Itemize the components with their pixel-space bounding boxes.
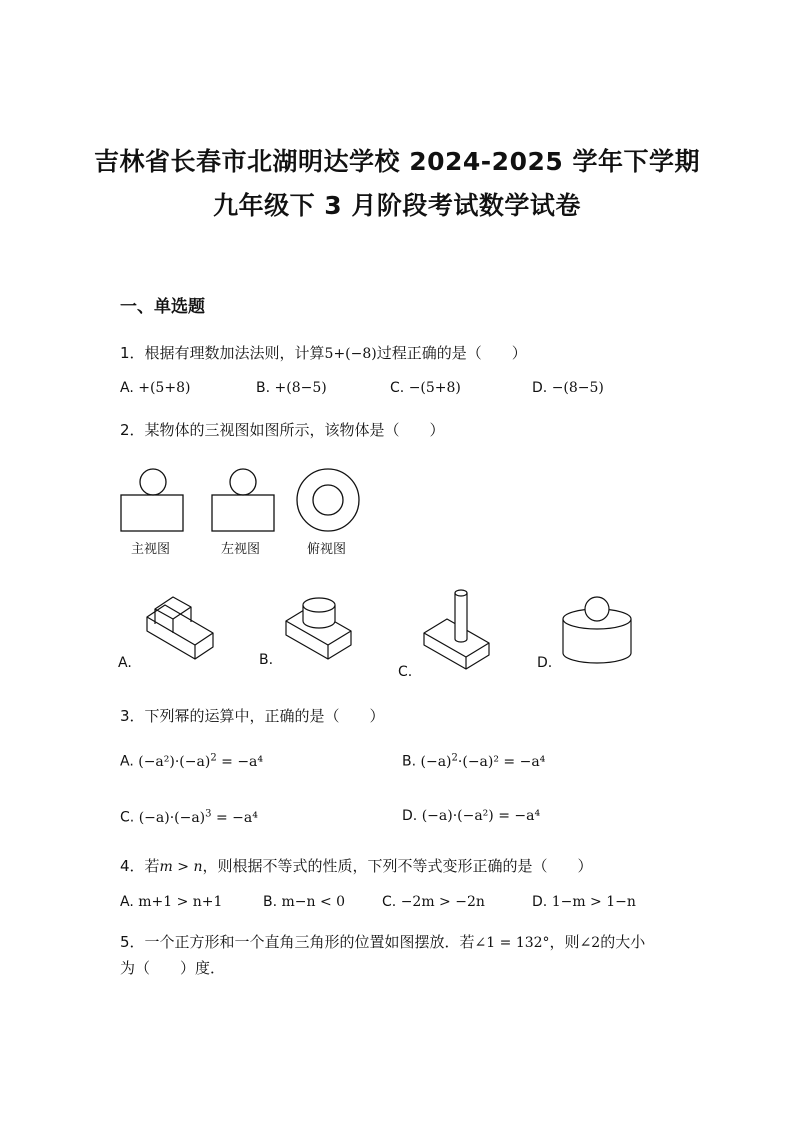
q5-angle1: ∠1 = 132° [474, 935, 550, 951]
option-label: D. [532, 894, 548, 910]
side-view-label: 左视图 [221, 542, 261, 557]
q1-text-b: 过程正确的是（ ） [376, 344, 527, 362]
option-value: 1−m > 1−n [551, 894, 636, 910]
option-value: −(8−5) [551, 380, 604, 396]
q4-text-a: 4．若 [120, 857, 160, 875]
top-view-figure [294, 467, 364, 537]
q4-option-c[interactable] [382, 894, 485, 910]
q4-text-b: ，则根据不等式的性质，下列不等式变形正确的是（ ） [202, 857, 593, 875]
q2-option-a-solid [143, 593, 223, 673]
option-label: A. [120, 753, 134, 770]
q1-option-b[interactable] [256, 380, 327, 396]
question-1 [120, 342, 527, 363]
option-expr: $(-a)^2\cdot(-a)^2 = -a^4$ [420, 752, 546, 770]
q3-option-d[interactable] [402, 808, 540, 824]
q2-option-c-label[interactable]: C. [398, 664, 413, 680]
paper-title-line2: 九年级下 3 月阶段考试数学试卷 [213, 191, 581, 220]
side-view-figure [209, 465, 279, 535]
q5-text-b: ，则 [549, 933, 580, 951]
q1-option-c[interactable] [390, 380, 461, 396]
q1-math: 5+(−8) [324, 346, 377, 362]
q2-option-c-solid [421, 585, 501, 680]
option-label: A. [120, 380, 134, 396]
q1-option-a[interactable] [120, 380, 190, 396]
option-label: D. [402, 808, 418, 824]
option-value: +(5+8) [138, 380, 191, 396]
front-view-figure [118, 465, 188, 535]
option-value: +(8−5) [274, 380, 327, 396]
q3-option-a[interactable] [120, 752, 263, 770]
option-label: C. [120, 809, 135, 826]
q1-text-a: 1．根据有理数加法法则，计算 [120, 344, 325, 362]
option-value: −(5+8) [408, 380, 461, 396]
q2-option-d-label[interactable]: D. [537, 655, 553, 671]
q2-option-a-label[interactable]: A. [118, 655, 132, 671]
q5-text-c: 的大小 [600, 933, 646, 951]
option-label: A. [120, 894, 134, 910]
q4-option-b[interactable] [263, 894, 345, 910]
option-label: C. [382, 894, 397, 910]
option-value: m−n < 0 [281, 894, 346, 910]
option-label: D. [532, 380, 548, 396]
q1-option-d[interactable] [532, 380, 604, 396]
option-value: m+1 > n+1 [138, 894, 223, 910]
q5-angle2: ∠2 [579, 935, 601, 951]
question-5-line2: 为（ ）度． [120, 959, 226, 977]
q2-option-b-solid [283, 597, 363, 677]
question-4 [120, 855, 593, 876]
option-label: B. [402, 753, 417, 770]
q5-text-a: 5．一个正方形和一个直角三角形的位置如图摆放．若 [120, 933, 475, 951]
q3-option-b[interactable] [402, 752, 545, 770]
q4-option-d[interactable] [532, 894, 636, 910]
option-value: −2m > −2n [400, 894, 485, 910]
option-expr: $(-a^2)\cdot(-a)^2 = -a^4$ [138, 752, 264, 770]
q2-option-b-label[interactable]: B. [259, 652, 274, 668]
option-expr: (−a)·(−a²) = −a⁴ [421, 808, 541, 824]
q4-math: m > n [159, 859, 203, 875]
paper-title-line1: 吉林省长春市北湖明达学校 2024-2025 学年下学期 [94, 147, 700, 176]
q2-option-d-solid [560, 595, 640, 670]
q4-option-a[interactable] [120, 894, 222, 910]
q3-option-c[interactable] [120, 808, 258, 826]
option-label: B. [263, 894, 278, 910]
option-label: C. [390, 380, 405, 396]
front-view-label: 主视图 [131, 542, 171, 557]
question-5-line1 [120, 931, 645, 952]
question-2: 2．某物体的三视图如图所示，该物体是（ ） [120, 421, 445, 439]
option-label: B. [256, 380, 271, 396]
section-heading: 一、单选题 [120, 297, 205, 317]
option-expr: $(-a)\cdot(-a)^3 = -a^4$ [138, 808, 258, 826]
question-3: 3．下列幂的运算中，正确的是（ ） [120, 707, 385, 725]
top-view-label: 俯视图 [307, 542, 347, 557]
